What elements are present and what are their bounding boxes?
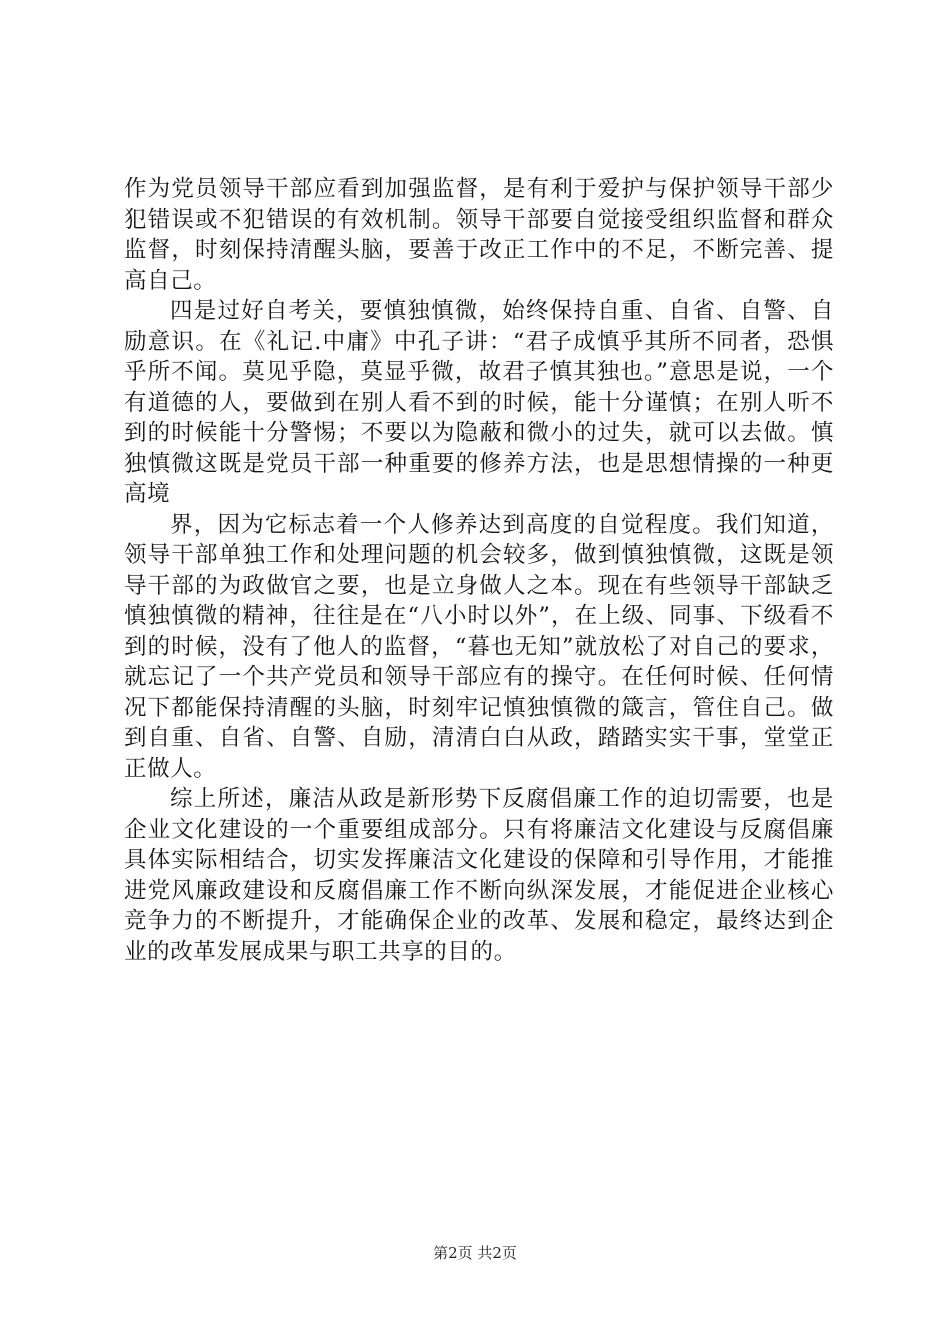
- document-body: [124, 174, 834, 967]
- paragraph-conclusion: 综上所述，廉洁从政是新形势下反腐倡廉工作的迫切需要，也是企业文化建设的一个重要组成部分。只有将廉洁文化建设与反腐倡廉具体实际相结合，切实发挥廉洁文化建设的保障和引导作用，才能推进党风廉政建设和反腐倡廉工作不断向纵深发展，才能促进企业核心竞争力的不断提升，才能确保企业的改革、发展和稳定，最终达到企业的改革发展成果与职工共享的目的。: [124, 786, 834, 965]
- paragraph-supervision: 作为党员领导干部应看到加强监督，是有利于爱护与保护领导干部少犯错误或不犯错误的有效机制。领导干部要自觉接受组织监督和群众监督，时刻保持清醒头脑，要善于改正工作中的不足，不断完善、提高自己。: [124, 176, 834, 294]
- paragraph-self-discipline: 四是过好自考关，要慎独慎微，始终保持自重、自省、自警、自励意识。在《礼记.中庸》中孔子讲：“君子成慎乎其所不同者，恐惧乎所不闻。莫见乎隐，莫显乎微，故君子慎其独也。”意思是说，一个有道德的人，要做到在别人看不到的时候，能十分谨慎；在别人听不到的时候能十分警惕；不要以为隐蔽和微小的过失，就可以去做。慎独慎微这既是党员干部一种重要的修养方法，也是思想情操的一种更高境: [124, 298, 834, 507]
- page-footer: 第2页 共2页: [433, 1244, 517, 1262]
- paragraph-self-awareness: 界，因为它标志着一个人修养达到高度的自觉程度。我们知道，领导干部单独工作和处理问题的机会较多，做到慎独慎微，这既是领导干部的为政做官之要，也是立身做人之本。现在有些领导干部缺乏慎独慎微的精神，往往是在“八小时以外”，在上级、同事、下级看不到的时候，没有了他人的监督，“暮也无知”就放松了对自己的要求，就忘记了一个共产党员和领导干部应有的操守。在任何时候、任何情况下都能保持清醒的头脑，时刻牢记慎独慎微的箴言，管住自己。做到自重、自省、自警、自励，清清白白从政，踏踏实实干事，堂堂正正做人。: [124, 511, 834, 782]
